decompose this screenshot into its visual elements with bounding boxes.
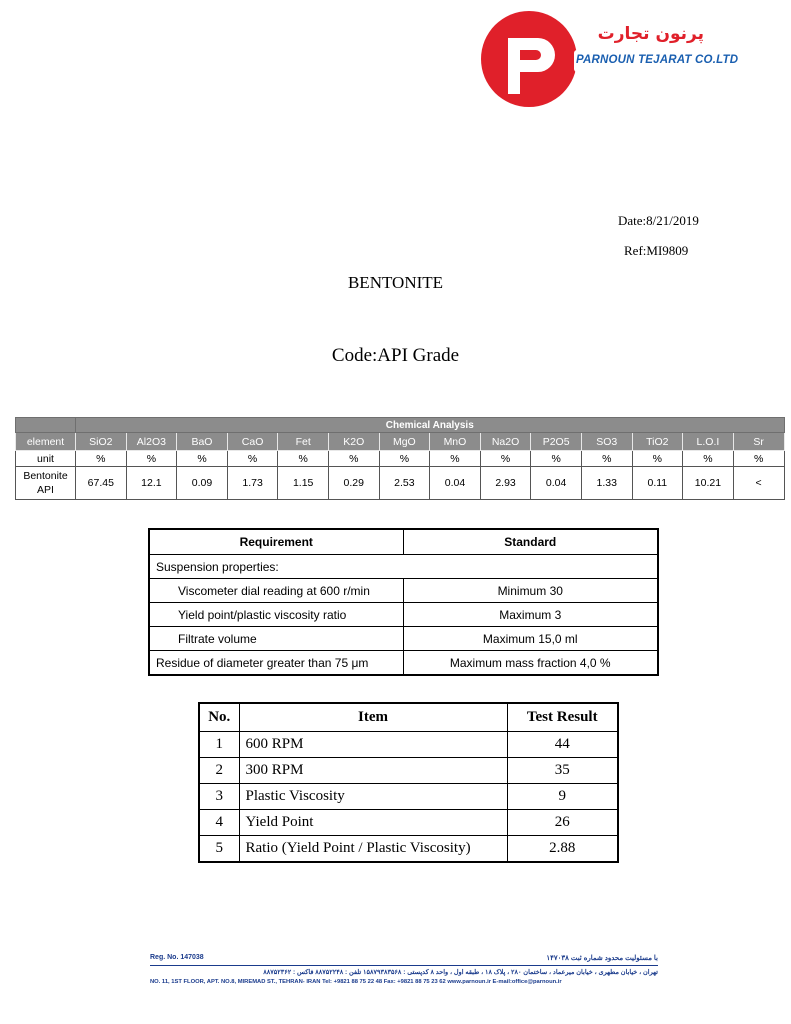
chem-values-row [16,467,785,500]
logo-circle [481,11,577,107]
chem-unit-cell: % [126,451,177,467]
row-number: 2 [199,758,239,784]
result-cell: 2.88 [507,836,618,863]
chem-value-cell: 0.04 [430,467,481,500]
test-result-header: Test Result [507,703,618,732]
registration-number-persian: با مسئولیت محدود شماره ثبت ۱۴۷۰۳۸ [546,955,658,962]
test-results-row [199,810,618,836]
result-cell: 9 [507,784,618,810]
chem-header-cell: K2O [328,433,379,451]
chem-value-cell: 0.04 [531,467,582,500]
chem-value-cell: 1.73 [227,467,278,500]
test-results-table [198,702,619,863]
result-cell: 35 [507,758,618,784]
chem-unit-cell: % [480,451,531,467]
chem-value-cell: 67.45 [76,467,127,500]
test-results-row [199,836,618,863]
chem-header-cell: Al2O3 [126,433,177,451]
chem-value-cell: 12.1 [126,467,177,500]
document-ref: Ref:MI9809 [624,243,689,258]
chem-header-cell: CaO [227,433,278,451]
address-english: NO. 11, 1ST FLOOR, APT. NO.8, MIREMAD ST., TEHRAN- IRAN Tel: +9821 88 75 22 48 Fax: +9821 88 75 23 62 www.parnoun.ir E-mail:office@parnoun.ir [150,979,562,985]
item-cell: 300 RPM [239,758,507,784]
document-title: BENTONITE [347,273,444,292]
chem-unit-cell: % [278,451,329,467]
logo-persian-text: پرنون تجارت [597,24,704,44]
document-code: Code:API Grade [331,345,460,366]
chem-header-cell: SiO2 [76,433,127,451]
chem-header-row [16,433,785,451]
chem-value-cell: 1.15 [278,467,329,500]
chem-value-cell: 0.29 [328,467,379,500]
suspension-properties-label: Suspension properties: [149,555,658,579]
requirements-section-row [149,555,658,579]
chem-unit-cell: unit [16,451,76,467]
standard-cell: Maximum 15,0 ml [403,627,658,651]
chem-header-cell: Sr [733,433,784,451]
requirements-row [149,603,658,627]
chem-unit-cell: % [683,451,734,467]
chemical-analysis-title: Chemical Analysis [76,418,785,433]
sample-name-line1: Bentonite [23,470,68,482]
test-results-header-row [199,703,618,732]
requirement-cell: Filtrate volume [149,627,403,651]
chem-header-cell: Na2O [480,433,531,451]
chem-header-cell: BaO [177,433,228,451]
standard-header: Standard [403,529,658,555]
chem-value-cell: < [733,467,784,500]
chem-unit-cell: % [733,451,784,467]
requirement-cell: Residue of diameter greater than 75 μm [149,651,403,676]
registration-number: Reg. No. 147038 [150,954,204,961]
item-header: Item [239,703,507,732]
row-number: 3 [199,784,239,810]
chem-value-cell: 1.33 [581,467,632,500]
standard-cell: Minimum 30 [403,579,658,603]
chem-value-cell: 2.93 [480,467,531,500]
chemical-analysis-table [15,417,785,500]
chem-header-cell: P2O5 [531,433,582,451]
item-cell: Yield Point [239,810,507,836]
chem-sample-name [16,467,76,500]
chem-unit-cell: % [531,451,582,467]
item-cell: Plastic Viscosity [239,784,507,810]
requirements-table [148,528,659,676]
no-header: No. [199,703,239,732]
test-results-row [199,784,618,810]
sample-name-line2: API [37,484,54,496]
result-cell: 26 [507,810,618,836]
chem-unit-cell: % [177,451,228,467]
result-cell: 44 [507,732,618,758]
standard-cell: Maximum 3 [403,603,658,627]
chem-value-cell: 0.11 [632,467,683,500]
requirements-row [149,579,658,603]
chem-unit-row [16,451,785,467]
chem-unit-cell: % [76,451,127,467]
address-persian: تهران ، خیابان مطهری ، خیابان میرعماد ، ساختمان ۲۸۰ ، پلاک ۱۸ ، طبقه اول ، واحد ۸ کدپستی : ۱۵۸۷۹۳۸۳۵۶۸ تلفن : ۸۸۷۵۲۲۴۸ فاکس : ۸۸۷۵۲۳۶۲ [263,969,658,976]
row-number: 5 [199,836,239,863]
logo-p-stem [508,38,520,94]
test-results-row [199,732,618,758]
company-logo [476,10,776,110]
item-cell: 600 RPM [239,732,507,758]
chem-header-cell: SO3 [581,433,632,451]
item-cell: Ratio (Yield Point / Plastic Viscosity) [239,836,507,863]
chem-header-cell: Fet [278,433,329,451]
requirement-cell: Yield point/plastic viscosity ratio [149,603,403,627]
requirements-header-row [149,529,658,555]
chem-header-cell: L.O.I [683,433,734,451]
row-number: 4 [199,810,239,836]
chem-header-cell: element [16,433,76,451]
chem-header-cell: MnO [430,433,481,451]
chem-unit-cell: % [430,451,481,467]
chem-value-cell: 0.09 [177,467,228,500]
chem-unit-cell: % [227,451,278,467]
chem-header-cell: TiO2 [632,433,683,451]
requirements-row [149,651,658,676]
test-results-row [199,758,618,784]
row-number: 1 [199,732,239,758]
chem-value-cell: 10.21 [683,467,734,500]
requirements-row [149,627,658,651]
logo-english-text: PARNOUN TEJARAT CO.LTD [576,54,739,66]
chem-unit-cell: % [632,451,683,467]
requirement-cell: Viscometer dial reading at 600 r/min [149,579,403,603]
document-date: Date:8/21/2019 [618,213,699,228]
chem-unit-cell: % [328,451,379,467]
standard-cell: Maximum mass fraction 4,0 % [403,651,658,676]
footer-divider [150,965,658,966]
chem-unit-cell: % [379,451,430,467]
chem-value-cell: 2.53 [379,467,430,500]
chem-header-cell: MgO [379,433,430,451]
chem-unit-cell: % [581,451,632,467]
requirement-header: Requirement [149,529,403,555]
